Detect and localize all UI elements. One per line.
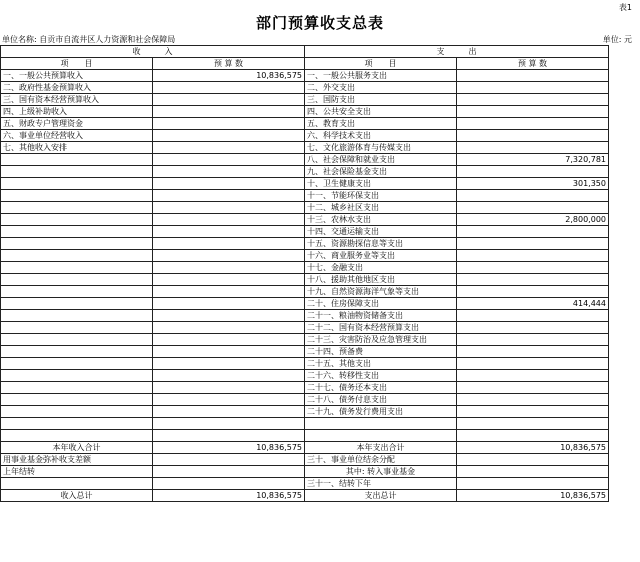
table-row	[1, 334, 609, 346]
expense-item-cell: 十一、节能环保支出	[305, 190, 457, 202]
expense-value-cell	[457, 238, 609, 250]
expense-item-cell: 十六、商业服务业等支出	[305, 250, 457, 262]
table-row	[1, 418, 609, 430]
income-value-cell	[153, 298, 305, 310]
income-item-cell	[1, 286, 153, 298]
expense-value-cell	[457, 322, 609, 334]
income-item-cell: 四、上级补助收入	[1, 106, 153, 118]
income-item-cell	[1, 418, 153, 430]
expense-item-cell: 六、科学技术支出	[305, 130, 457, 142]
expense-item-cell: 十九、自然资源海洋气象等支出	[305, 286, 457, 298]
income-value-cell	[153, 154, 305, 166]
income-item-cell	[1, 190, 153, 202]
expense-value-cell	[457, 406, 609, 418]
income-total-value: 10,836,575	[153, 490, 305, 502]
income-value-cell	[153, 106, 305, 118]
income-item-cell	[1, 310, 153, 322]
expense-item-cell: 二十四、预备费	[305, 346, 457, 358]
table-row	[1, 106, 609, 118]
income-value-cell	[153, 214, 305, 226]
income-budget-header: 预 算 数	[153, 58, 305, 70]
expense-value-cell	[457, 130, 609, 142]
expense-item-cell: 十七、金融支出	[305, 262, 457, 274]
income-header: 收 入	[1, 46, 305, 58]
income-value-cell	[153, 418, 305, 430]
income-value-cell	[153, 82, 305, 94]
table-row	[1, 178, 609, 190]
expense-item-cell: 三、国防支出	[305, 94, 457, 106]
income-value-cell	[153, 190, 305, 202]
expense-total-value: 10,836,575	[457, 490, 609, 502]
income-value-cell	[153, 334, 305, 346]
income-value-cell	[153, 310, 305, 322]
table-row	[1, 166, 609, 178]
income-value-cell	[153, 430, 305, 442]
expense-item-cell: 二十八、债务付息支出	[305, 394, 457, 406]
income-value-cell	[153, 382, 305, 394]
table-row	[1, 118, 609, 130]
table-row	[1, 262, 609, 274]
carry-over-income-value	[153, 466, 305, 478]
carry-next-value	[457, 478, 609, 490]
table-row	[1, 298, 609, 310]
expense-item-cell: 二十六、转移性支出	[305, 370, 457, 382]
expense-value-cell	[457, 346, 609, 358]
expense-year-total-value: 10,836,575	[457, 442, 609, 454]
expense-value-cell: 301,350	[457, 178, 609, 190]
income-value-cell	[153, 406, 305, 418]
expense-item-cell	[305, 418, 457, 430]
expense-value-cell: 7,320,781	[457, 154, 609, 166]
income-item-cell	[1, 346, 153, 358]
expense-item-cell: 十、卫生健康支出	[305, 178, 457, 190]
table-row	[1, 226, 609, 238]
income-item-cell	[1, 322, 153, 334]
expense-item-cell: 八、社会保障和就业支出	[305, 154, 457, 166]
income-item-cell	[1, 394, 153, 406]
income-item-cell: 七、其他收入安排	[1, 142, 153, 154]
expense-item-cell: 二十一、粮油物资储备支出	[305, 310, 457, 322]
expense-value-cell	[457, 82, 609, 94]
year-total-row	[1, 442, 609, 454]
income-item-cell	[1, 250, 153, 262]
grand-total-row	[1, 490, 609, 502]
expense-item-cell	[305, 430, 457, 442]
income-item-cell	[1, 430, 153, 442]
reserve-sub-value	[457, 466, 609, 478]
expense-value-cell	[457, 430, 609, 442]
expense-item-cell: 二十、住房保障支出	[305, 298, 457, 310]
expense-item-cell: 二十二、国有资本经营预算支出	[305, 322, 457, 334]
income-item-cell	[1, 298, 153, 310]
table-row	[1, 94, 609, 106]
income-item-cell	[1, 262, 153, 274]
table-number: 表1	[618, 3, 632, 12]
income-value-cell: 10,836,575	[153, 70, 305, 82]
income-item-cell	[1, 382, 153, 394]
table-row	[1, 142, 609, 154]
income-value-cell	[153, 370, 305, 382]
income-item-cell	[1, 226, 153, 238]
expense-item-cell: 十四、交通运输支出	[305, 226, 457, 238]
reserve-value	[457, 454, 609, 466]
expense-value-cell	[457, 310, 609, 322]
expense-value-cell	[457, 358, 609, 370]
expense-header: 支 出	[305, 46, 609, 58]
income-item-cell	[1, 370, 153, 382]
income-value-cell	[153, 118, 305, 130]
income-value-cell	[153, 142, 305, 154]
table-row	[1, 286, 609, 298]
income-value-cell	[153, 358, 305, 370]
income-value-cell	[153, 274, 305, 286]
expense-item-cell: 二十三、灾害防治及应急管理支出	[305, 334, 457, 346]
carry-next-row	[1, 478, 609, 490]
table-row	[1, 82, 609, 94]
carry-next-blank-value	[153, 478, 305, 490]
expense-value-cell: 414,444	[457, 298, 609, 310]
table-row	[1, 370, 609, 382]
table-row	[1, 190, 609, 202]
expense-value-cell	[457, 106, 609, 118]
expense-value-cell	[457, 202, 609, 214]
income-item-cell	[1, 154, 153, 166]
income-item-cell	[1, 334, 153, 346]
carry-next-label: 三十一、结转下年	[305, 478, 457, 490]
reserve-sub-label: 其中: 转入事业基金	[305, 466, 457, 478]
expense-value-cell	[457, 118, 609, 130]
income-value-cell	[153, 178, 305, 190]
expense-item-cell: 二、外交支出	[305, 82, 457, 94]
income-value-cell	[153, 286, 305, 298]
carry-over-row	[1, 466, 609, 478]
income-item-cell	[1, 178, 153, 190]
income-item-cell: 五、财政专户管理资金	[1, 118, 153, 130]
table-row	[1, 322, 609, 334]
expense-value-cell	[457, 190, 609, 202]
expense-value-cell	[457, 418, 609, 430]
expense-value-cell	[457, 142, 609, 154]
currency-unit-label: 单位: 元	[602, 35, 632, 44]
income-total-label: 收入总计	[1, 490, 153, 502]
income-value-cell	[153, 394, 305, 406]
reserve-label: 三十、事业单位结余分配	[305, 454, 457, 466]
table-row	[1, 70, 609, 82]
section-header-row	[1, 46, 609, 58]
fund-makeup-value	[153, 454, 305, 466]
income-item-cell	[1, 214, 153, 226]
income-item-cell: 六、事业单位经营收入	[1, 130, 153, 142]
carry-next-blank	[1, 478, 153, 490]
expense-budget-header: 预 算 数	[457, 58, 609, 70]
expense-item-cell: 二十七、债务还本支出	[305, 382, 457, 394]
page-title: 部门预算收支总表	[255, 14, 384, 32]
expense-item-cell: 一、一般公共服务支出	[305, 70, 457, 82]
expense-item-cell: 十三、农林水支出	[305, 214, 457, 226]
table-row	[1, 214, 609, 226]
expense-item-cell: 五、教育支出	[305, 118, 457, 130]
income-item-cell	[1, 166, 153, 178]
income-item-cell: 二、政府性基金预算收入	[1, 82, 153, 94]
income-item-cell	[1, 358, 153, 370]
table-row	[1, 394, 609, 406]
income-value-cell	[153, 166, 305, 178]
expense-value-cell	[457, 166, 609, 178]
expense-value-cell: 2,800,000	[457, 214, 609, 226]
income-value-cell	[153, 238, 305, 250]
income-value-cell	[153, 346, 305, 358]
table-row	[1, 430, 609, 442]
income-item-cell	[1, 202, 153, 214]
income-item-cell	[1, 406, 153, 418]
income-value-cell	[153, 226, 305, 238]
table-row	[1, 382, 609, 394]
expense-item-cell: 十五、资源勘探信息等支出	[305, 238, 457, 250]
table-row	[1, 238, 609, 250]
expense-item-cell: 九、社会保险基金支出	[305, 166, 457, 178]
income-value-cell	[153, 322, 305, 334]
income-value-cell	[153, 94, 305, 106]
table-row	[1, 358, 609, 370]
income-item-cell	[1, 274, 153, 286]
column-header-row	[1, 58, 609, 70]
expense-year-total-label: 本年支出合计	[305, 442, 457, 454]
expense-item-cell: 十二、城乡社区支出	[305, 202, 457, 214]
expense-value-cell	[457, 334, 609, 346]
expense-item-header: 项 目	[305, 58, 457, 70]
expense-item-cell: 十八、援助其他地区支出	[305, 274, 457, 286]
expense-value-cell	[457, 382, 609, 394]
expense-value-cell	[457, 274, 609, 286]
carry-over-income-label: 上年结转	[1, 466, 153, 478]
table-row	[1, 130, 609, 142]
expense-item-cell: 二十九、债务发行费用支出	[305, 406, 457, 418]
table-row	[1, 346, 609, 358]
expense-value-cell	[457, 250, 609, 262]
table-row	[1, 250, 609, 262]
expense-value-cell	[457, 370, 609, 382]
income-value-cell	[153, 250, 305, 262]
income-item-cell: 一、一般公共预算收入	[1, 70, 153, 82]
expense-value-cell	[457, 226, 609, 238]
table-row	[1, 202, 609, 214]
income-item-header: 项 目	[1, 58, 153, 70]
income-year-total-value: 10,836,575	[153, 442, 305, 454]
table-row	[1, 406, 609, 418]
expense-value-cell	[457, 70, 609, 82]
income-item-cell	[1, 238, 153, 250]
income-value-cell	[153, 202, 305, 214]
fund-makeup-label: 用事业基金弥补收支差额	[1, 454, 153, 466]
income-value-cell	[153, 262, 305, 274]
unit-name-label: 单位名称: 自贡市自流井区人力资源和社会保障局	[2, 35, 176, 44]
income-year-total-label: 本年收入合计	[1, 442, 153, 454]
expense-value-cell	[457, 286, 609, 298]
table-row	[1, 274, 609, 286]
expense-total-label: 支出总计	[305, 490, 457, 502]
expense-item-cell: 七、文化旅游体育与传媒支出	[305, 142, 457, 154]
fund-makeup-row	[1, 454, 609, 466]
expense-value-cell	[457, 262, 609, 274]
table-row	[1, 154, 609, 166]
expense-value-cell	[457, 394, 609, 406]
budget-summary-table	[0, 45, 609, 502]
expense-item-cell: 四、公共安全支出	[305, 106, 457, 118]
expense-value-cell	[457, 94, 609, 106]
income-item-cell: 三、国有资本经营预算收入	[1, 94, 153, 106]
table-row	[1, 310, 609, 322]
expense-item-cell: 二十五、其他支出	[305, 358, 457, 370]
income-value-cell	[153, 130, 305, 142]
